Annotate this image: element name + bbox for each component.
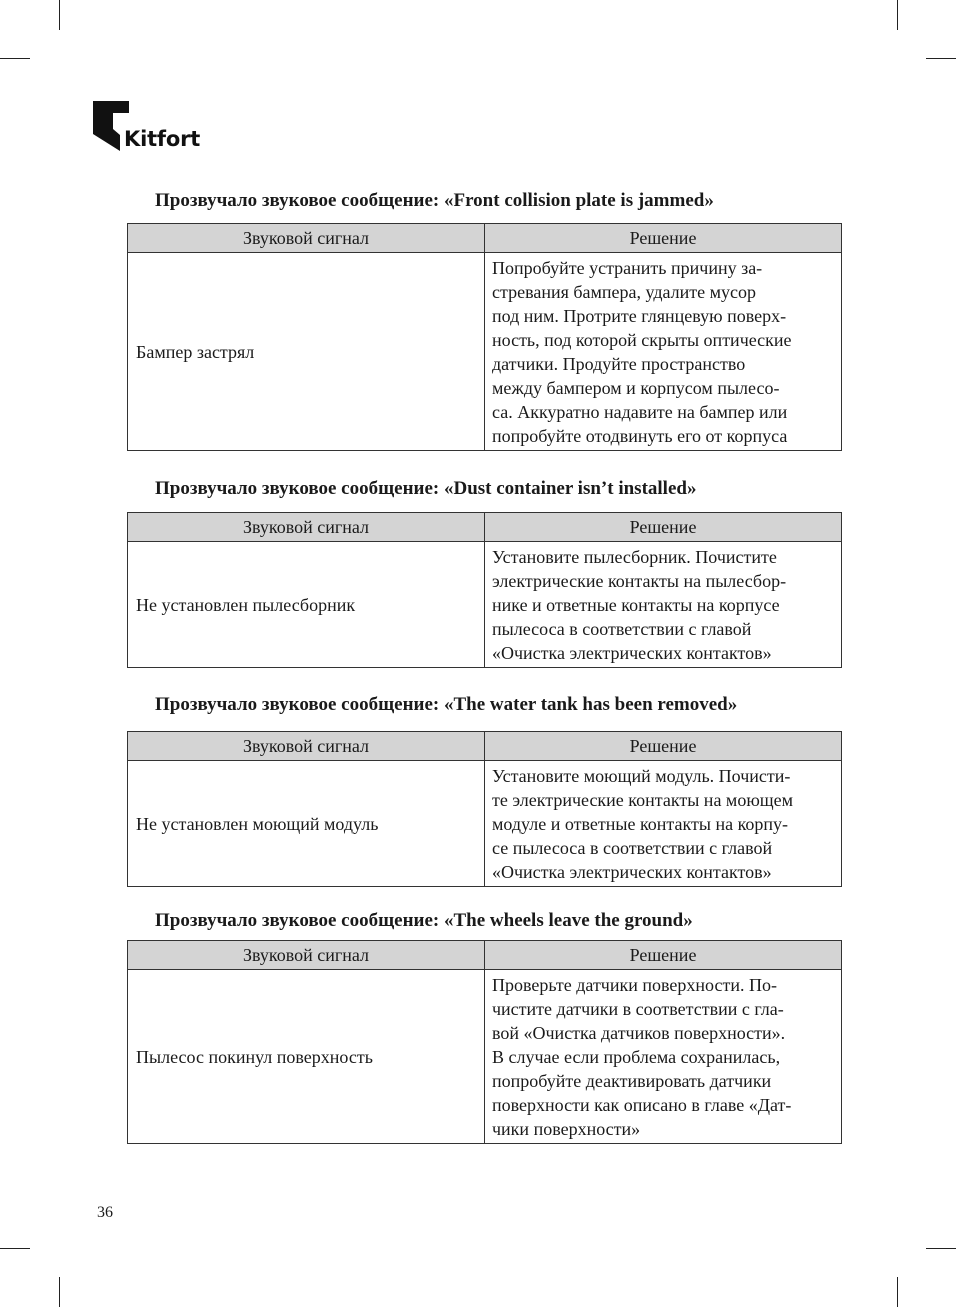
header-signal: Звуковой сигнал [128, 941, 485, 970]
troubleshooting-table [127, 940, 842, 1144]
table-row [128, 253, 842, 451]
troubleshooting-table [127, 731, 842, 887]
header-solution: Решение [485, 941, 842, 970]
crop-mark [926, 58, 956, 59]
solution-line: чики поверхности» [492, 1119, 641, 1139]
solution-line: Попробуйте устранить причину за- [492, 258, 763, 278]
table-header-row [128, 513, 842, 542]
solution-line: датчики. Продуйте пространство [492, 354, 746, 374]
crop-mark [897, 0, 898, 30]
table-header-row [128, 941, 842, 970]
solution-line: пылесоса в соответствии с главой [492, 619, 752, 639]
solution-line: Установите моющий модуль. Почисти- [492, 766, 791, 786]
section-title: Прозвучало звуковое сообщение: «Dust container isn’t installed» [155, 478, 697, 499]
solution-line: модуле и ответные контакты на корпу- [492, 814, 789, 834]
header-solution: Решение [485, 513, 842, 542]
solution-line: попробуйте деактивировать датчики [492, 1071, 772, 1091]
section-title: Прозвучало звуковое сообщение: «The wheels leave the ground» [155, 910, 693, 931]
table-row [128, 970, 842, 1144]
solution-line: те электрические контакты на моющем [492, 790, 794, 810]
solution-cell [485, 761, 842, 887]
table-header-row [128, 224, 842, 253]
table-header-row [128, 732, 842, 761]
solution-line: В случае если проблема сохранилась, [492, 1047, 781, 1067]
signal-cell: Пылесос покинул поверхность [128, 970, 485, 1144]
solution-line: стревания бампера, удалите мусор [492, 282, 757, 302]
solution-line: вой «Очистка датчиков поверхности». [492, 1023, 786, 1043]
solution-line: поверхности как описано в главе «Дат- [492, 1095, 792, 1115]
header-solution: Решение [485, 224, 842, 253]
signal-cell: Бампер застрял [128, 253, 485, 451]
crop-mark [926, 1248, 956, 1249]
solution-line: са. Аккуратно надавите на бампер или [492, 402, 788, 422]
solution-line: попробуйте отодвинуть его от корпуса [492, 426, 788, 446]
header-signal: Звуковой сигнал [128, 224, 485, 253]
solution-line: ность, под которой скрыты оптические [492, 330, 792, 350]
table-row [128, 761, 842, 887]
crop-mark [0, 1248, 30, 1249]
troubleshooting-table [127, 223, 842, 451]
header-solution: Решение [485, 732, 842, 761]
solution-cell [485, 253, 842, 451]
crop-mark [59, 1277, 60, 1307]
solution-line: «Очистка электрических контактов» [492, 862, 772, 882]
crop-mark [0, 58, 30, 59]
header-signal: Звуковой сигнал [128, 732, 485, 761]
solution-line: под ним. Протрите глянцевую поверх- [492, 306, 787, 326]
section-title: Прозвучало звуковое сообщение: «The water tank has been removed» [155, 694, 738, 715]
solution-line: се пылесоса в соответствии с главой [492, 838, 773, 858]
brand-logo [92, 101, 212, 155]
brand-name: Kitfort [124, 127, 201, 151]
crop-mark [59, 0, 60, 30]
page-number: 36 [97, 1204, 113, 1221]
solution-line: Установите пылесборник. Почистите [492, 547, 777, 567]
solution-line: «Очистка электрических контактов» [492, 643, 772, 663]
solution-line: электрические контакты на пылесбор- [492, 571, 787, 591]
section-title: Прозвучало звуковое сообщение: «Front collision plate is jammed» [155, 190, 714, 211]
solution-cell [485, 970, 842, 1144]
troubleshooting-table [127, 512, 842, 668]
table-row [128, 542, 842, 668]
crop-mark [897, 1277, 898, 1307]
solution-line: между бампером и корпусом пылесо- [492, 378, 780, 398]
header-signal: Звуковой сигнал [128, 513, 485, 542]
solution-line: чистите датчики в соответствии с гла- [492, 999, 784, 1019]
solution-line: нике и ответные контакты на корпусе [492, 595, 780, 615]
signal-cell: Не установлен пылесборник [128, 542, 485, 668]
solution-line: Проверьте датчики поверхности. По- [492, 975, 777, 995]
solution-cell [485, 542, 842, 668]
signal-cell: Не установлен моющий модуль [128, 761, 485, 887]
